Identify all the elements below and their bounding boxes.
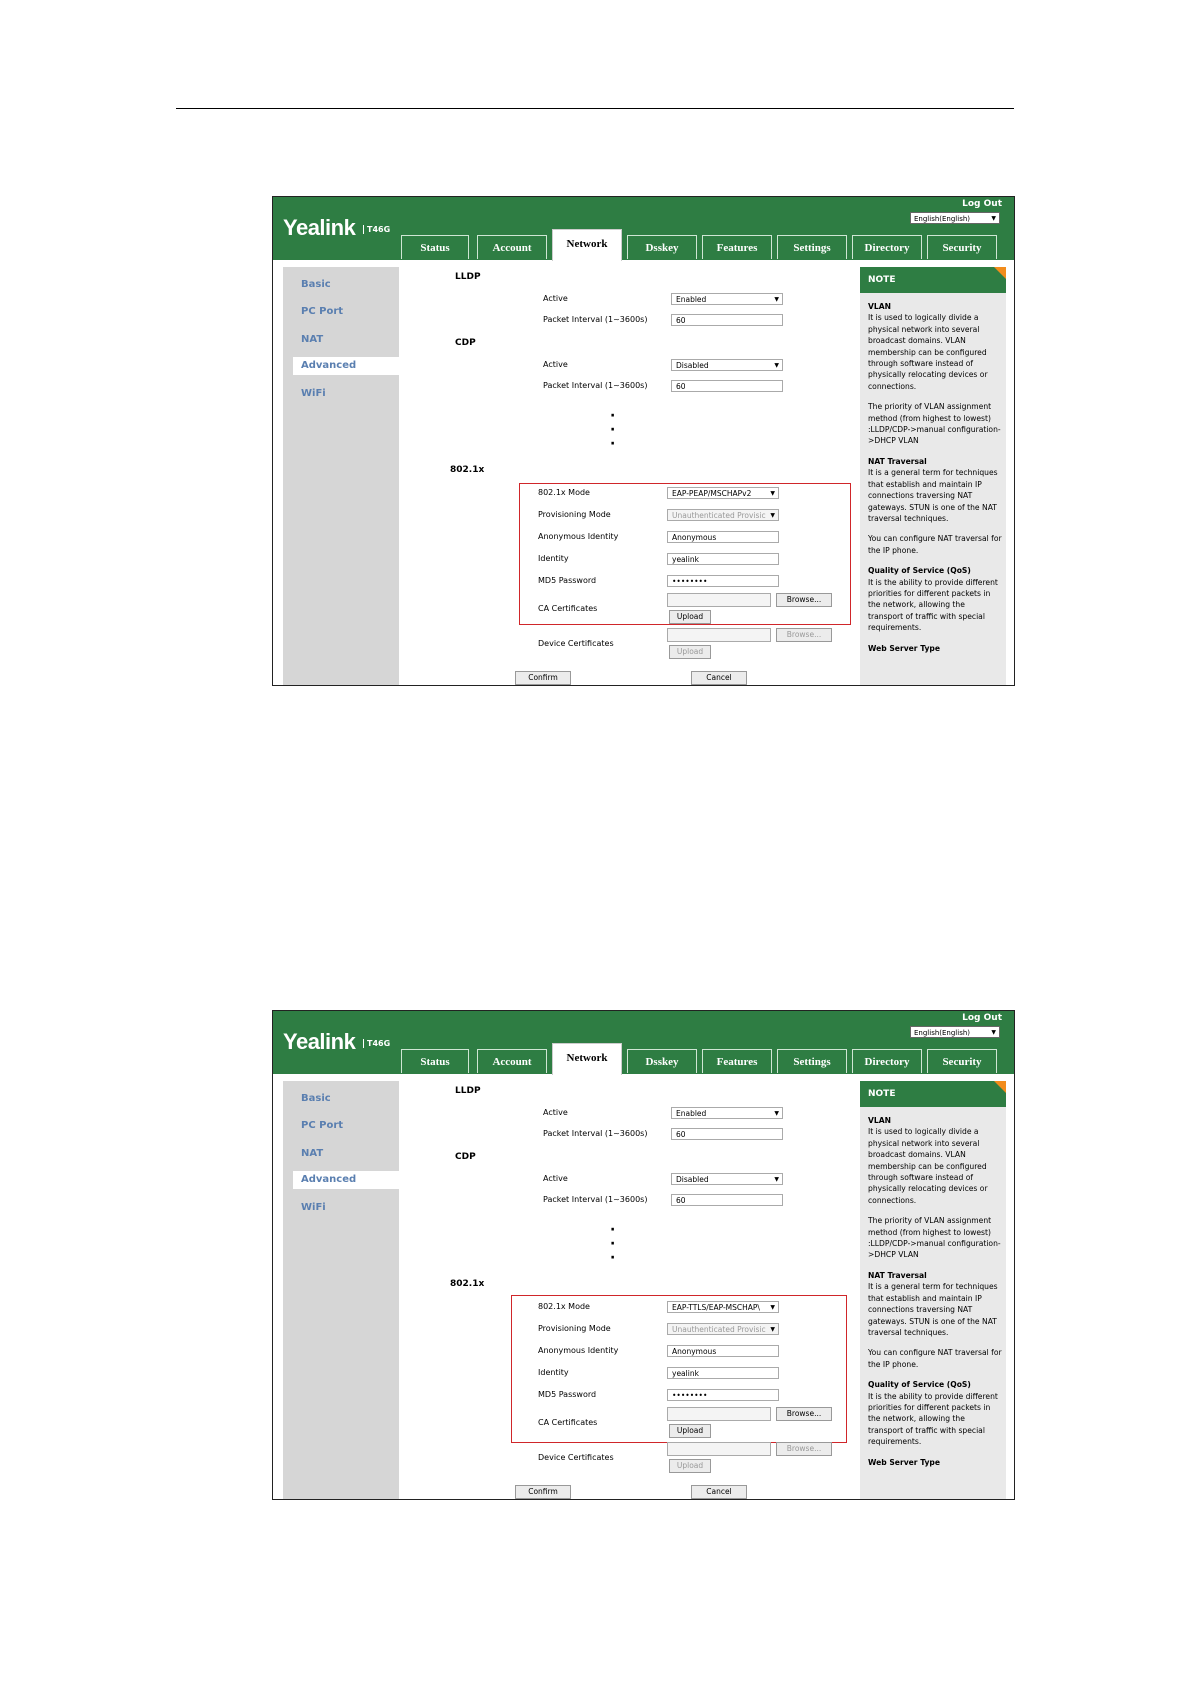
confirm-button[interactable]: Confirm — [515, 1485, 571, 1499]
cdp-active-label: Active — [543, 360, 568, 369]
screenshot-eap-ttls — [272, 1010, 1015, 1500]
cdp-title: CDP — [455, 338, 476, 348]
md5-password-input[interactable]: •••••••• — [667, 1389, 779, 1401]
note-nat-heading: NAT Traversal — [868, 1270, 927, 1280]
sidebar-item-pc-port[interactable]: PC Port — [301, 1120, 344, 1131]
note-qos-heading: Quality of Service (QoS) — [868, 1380, 971, 1390]
md5-password-label: MD5 Password — [538, 1390, 597, 1399]
sidebar-item-basic[interactable]: Basic — [301, 279, 331, 290]
sidebar — [283, 1081, 399, 1499]
anonymous-identity-label: Anonymous Identity — [538, 532, 619, 541]
note-qos-text: It is the ability to provide different priorities for different packets in the network, allowing the transport of traffic with special requirements. — [868, 577, 998, 633]
note-qos-text: It is the ability to provide different priorities for different packets in the network, allowing the transport of traffic with special requirements. — [868, 1391, 998, 1447]
note-vlan-heading: VLAN — [868, 1116, 891, 1125]
note-web-server-heading: Web Server Type — [868, 1457, 941, 1467]
cancel-button[interactable]: Cancel — [691, 1485, 747, 1499]
ca-certificates-file-field[interactable] — [667, 593, 771, 607]
dot1x-mode-select[interactable]: EAP-TTLS/EAP-MSCHAP\ ▼ — [667, 1301, 779, 1313]
lldp-title: LLDP — [455, 272, 481, 282]
lldp-interval-input[interactable]: 60 — [671, 314, 783, 326]
dot1x-title: 802.1x — [450, 465, 485, 475]
sidebar-item-pc-port[interactable]: PC Port — [301, 306, 344, 317]
provisioning-mode-select[interactable]: Unauthenticated Provisic ▼ — [667, 1323, 779, 1335]
note-qos-heading: Quality of Service (QoS) — [868, 566, 971, 576]
tab-directory[interactable]: Directory — [852, 1049, 922, 1073]
sidebar-item-nat[interactable]: NAT — [301, 1148, 324, 1159]
note-nat-config-text: You can configure NAT traversal for the IP phone. — [868, 1348, 1002, 1369]
top-header — [273, 197, 1014, 260]
identity-input[interactable]: yealink — [667, 1367, 779, 1379]
cdp-active-label: Active — [543, 1174, 568, 1183]
ellipsis-dots: · · · — [610, 1222, 616, 1266]
chevron-down-icon: ▼ — [770, 1326, 775, 1333]
note-corner-icon — [994, 1081, 1006, 1093]
device-certificates-label: Device Certificates — [538, 639, 614, 648]
tab-status[interactable]: Status — [401, 235, 469, 259]
language-select[interactable]: English(English) ▼ — [910, 212, 1000, 224]
device-certificates-file-field[interactable] — [667, 1442, 771, 1456]
tab-network[interactable]: Network — [552, 229, 622, 261]
ca-upload-button[interactable]: Upload — [669, 610, 711, 624]
tab-account[interactable]: Account — [477, 1049, 547, 1073]
note-vlan-priority-text: The priority of VLAN assignment method (from highest to lowest) :LLDP/CDP->manual configuration->DHCP VLAN — [868, 402, 1001, 446]
logout-link[interactable]: Log Out — [962, 199, 1002, 209]
dot1x-mode-select[interactable]: EAP-PEAP/MSCHAPv2 ▼ — [667, 487, 779, 499]
sidebar-item-nat[interactable]: NAT — [301, 334, 324, 345]
cdp-interval-input[interactable]: 60 — [671, 1194, 783, 1206]
confirm-button[interactable]: Confirm — [515, 671, 571, 685]
lldp-title: LLDP — [455, 1086, 481, 1096]
lldp-interval-label: Packet Interval (1~3600s) — [543, 1129, 648, 1138]
model-label: T46G — [363, 1039, 390, 1048]
tab-dsskey[interactable]: Dsskey — [627, 235, 697, 259]
chevron-down-icon: ▼ — [770, 490, 775, 497]
identity-label: Identity — [538, 554, 569, 563]
note-vlan-heading: VLAN — [868, 302, 891, 311]
tab-account[interactable]: Account — [477, 235, 547, 259]
md5-password-input[interactable]: •••••••• — [667, 575, 779, 587]
language-select[interactable]: English(English) ▼ — [910, 1026, 1000, 1038]
ca-certificates-label: CA Certificates — [538, 1418, 598, 1427]
note-nat-text: It is a general term for techniques that establish and maintain IP connections traversing NAT gateways. STUN is one of the NAT traversal techniques. — [868, 1282, 998, 1337]
lldp-active-select[interactable]: Enabled ▼ — [671, 293, 783, 305]
logout-link[interactable]: Log Out — [962, 1013, 1002, 1023]
tab-features[interactable]: Features — [702, 235, 772, 259]
cdp-interval-input[interactable]: 60 — [671, 380, 783, 392]
chevron-down-icon: ▼ — [991, 1029, 996, 1036]
cdp-active-select[interactable]: Disabled ▼ — [671, 1173, 783, 1185]
yealink-logo: Yealink — [283, 1029, 356, 1054]
ca-certificates-file-field[interactable] — [667, 1407, 771, 1421]
cdp-title: CDP — [455, 1152, 476, 1162]
note-nat-text: It is a general term for techniques that establish and maintain IP connections traversing NAT gateways. STUN is one of the NAT traversal techniques. — [868, 468, 998, 523]
anonymous-identity-input[interactable]: Anonymous — [667, 1345, 779, 1357]
tab-status[interactable]: Status — [401, 1049, 469, 1073]
lldp-interval-input[interactable]: 60 — [671, 1128, 783, 1140]
note-nat-heading: NAT Traversal — [868, 456, 927, 466]
cdp-interval-label: Packet Interval (1~3600s) — [543, 1195, 648, 1204]
chevron-down-icon: ▼ — [774, 296, 779, 303]
note-panel — [860, 1107, 1006, 1499]
tab-features[interactable]: Features — [702, 1049, 772, 1073]
ca-upload-button[interactable]: Upload — [669, 1424, 711, 1438]
chevron-down-icon: ▼ — [770, 512, 775, 519]
sidebar-item-basic[interactable]: Basic — [301, 1093, 331, 1104]
chevron-down-icon: ▼ — [770, 1304, 775, 1311]
tab-directory[interactable]: Directory — [852, 235, 922, 259]
tab-dsskey[interactable]: Dsskey — [627, 1049, 697, 1073]
note-vlan-text: It is used to logically divide a physical network into several broadcast domains. VLAN membership can be configured through software instead of physically relocating devices or connections. — [868, 1127, 988, 1205]
chevron-down-icon: ▼ — [774, 1110, 779, 1117]
device-browse-button[interactable]: Browse... — [776, 1442, 832, 1456]
model-label: T46G — [363, 225, 390, 234]
device-certificates-file-field[interactable] — [667, 628, 771, 642]
tab-settings[interactable]: Settings — [777, 1049, 847, 1073]
yealink-logo: Yealink — [283, 215, 356, 240]
cancel-button[interactable]: Cancel — [691, 671, 747, 685]
dot1x-mode-label: 802.1x Mode — [538, 488, 590, 497]
tab-settings[interactable]: Settings — [777, 235, 847, 259]
ca-certificates-label: CA Certificates — [538, 604, 598, 613]
identity-input[interactable]: yealink — [667, 553, 779, 565]
chevron-down-icon: ▼ — [991, 215, 996, 222]
note-header: NOTE — [860, 267, 1006, 293]
anonymous-identity-label: Anonymous Identity — [538, 1346, 619, 1355]
sidebar-item-advanced[interactable]: Advanced — [293, 1171, 399, 1189]
cdp-interval-label: Packet Interval (1~3600s) — [543, 381, 648, 390]
anonymous-identity-input[interactable]: Anonymous — [667, 531, 779, 543]
lldp-active-select[interactable]: Enabled ▼ — [671, 1107, 783, 1119]
page-header-rule — [176, 108, 1014, 109]
md5-password-label: MD5 Password — [538, 576, 597, 585]
chevron-down-icon: ▼ — [774, 1176, 779, 1183]
ca-browse-button[interactable]: Browse... — [776, 593, 832, 607]
provisioning-mode-label: Provisioning Mode — [538, 510, 611, 519]
note-panel — [860, 293, 1006, 685]
dot1x-mode-label: 802.1x Mode — [538, 1302, 590, 1311]
sidebar-item-advanced[interactable]: Advanced — [293, 357, 399, 375]
note-header: NOTE — [860, 1081, 1006, 1107]
lldp-active-label: Active — [543, 1108, 568, 1117]
sidebar-item-wifi[interactable]: WiFi — [301, 1202, 326, 1213]
sidebar — [283, 267, 399, 685]
tab-security[interactable]: Security — [927, 235, 997, 259]
identity-label: Identity — [538, 1368, 569, 1377]
lldp-active-label: Active — [543, 294, 568, 303]
ellipsis-dots: · · · — [610, 408, 616, 452]
note-nat-config-text: You can configure NAT traversal for the IP phone. — [868, 534, 1002, 555]
screenshot-eap-peap — [272, 196, 1015, 686]
sidebar-item-wifi[interactable]: WiFi — [301, 388, 326, 399]
note-corner-icon — [994, 267, 1006, 279]
provisioning-mode-label: Provisioning Mode — [538, 1324, 611, 1333]
note-vlan-priority-text: The priority of VLAN assignment method (from highest to lowest) :LLDP/CDP->manual configuration->DHCP VLAN — [868, 1216, 1001, 1260]
device-upload-button[interactable]: Upload — [669, 1459, 711, 1473]
cdp-active-select[interactable]: Disabled ▼ — [671, 359, 783, 371]
note-vlan-text: It is used to logically divide a physical network into several broadcast domains. VLAN membership can be configured through software instead of physically relocating devices or connections. — [868, 313, 988, 391]
tab-network[interactable]: Network — [552, 1043, 622, 1075]
lldp-interval-label: Packet Interval (1~3600s) — [543, 315, 648, 324]
device-browse-button[interactable]: Browse... — [776, 628, 832, 642]
chevron-down-icon: ▼ — [774, 362, 779, 369]
device-certificates-label: Device Certificates — [538, 1453, 614, 1462]
top-header — [273, 1011, 1014, 1074]
dot1x-title: 802.1x — [450, 1279, 485, 1289]
tab-security[interactable]: Security — [927, 1049, 997, 1073]
provisioning-mode-select[interactable]: Unauthenticated Provisic ▼ — [667, 509, 779, 521]
note-web-server-heading: Web Server Type — [868, 643, 941, 653]
ca-browse-button[interactable]: Browse... — [776, 1407, 832, 1421]
device-upload-button[interactable]: Upload — [669, 645, 711, 659]
